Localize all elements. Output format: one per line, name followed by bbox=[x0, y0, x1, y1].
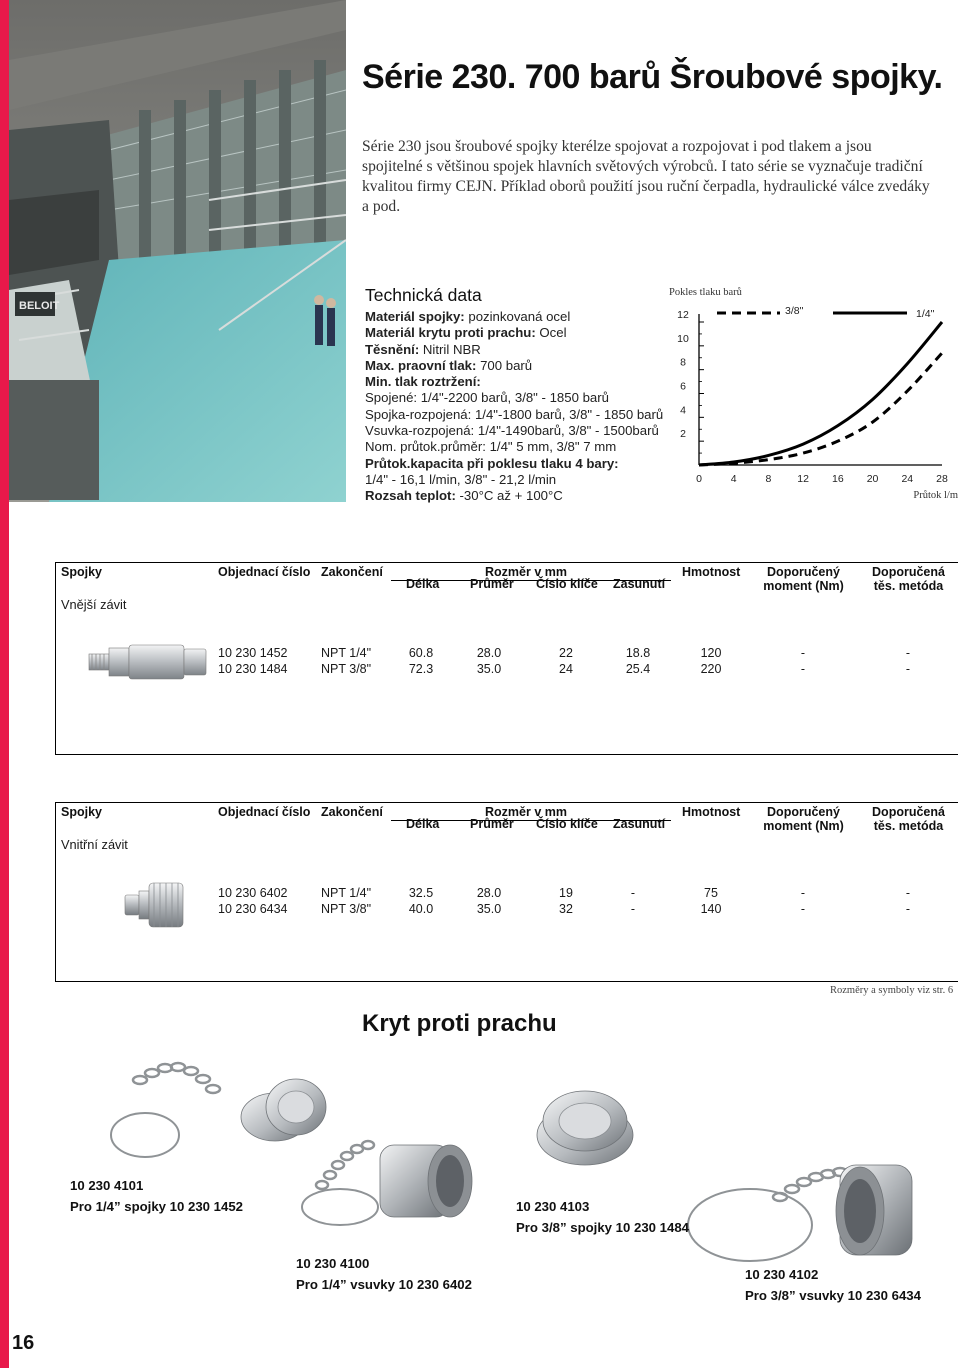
chart-x-tick-label: 8 bbox=[765, 473, 772, 485]
dust-cap-desc: Pro 1/4” spojky 10 230 1452 bbox=[70, 1199, 244, 1214]
pressure-drop-chart bbox=[665, 282, 960, 502]
table-row-insertion: 25.4 bbox=[625, 662, 651, 676]
chart-title: Pokles tlaku barů bbox=[669, 287, 742, 298]
dust-cap-caption-3 bbox=[516, 1196, 689, 1238]
table-row-moment: - bbox=[800, 646, 806, 660]
table-row-moment: - bbox=[800, 886, 806, 900]
table-row-thread: NPT 1/4" bbox=[321, 886, 372, 900]
table-row-moment: - bbox=[800, 662, 806, 676]
chart-x-tick-label: 0 bbox=[696, 473, 702, 485]
table-row-insertion: - bbox=[630, 886, 636, 900]
table-row-thread: NPT 3/8" bbox=[321, 662, 372, 676]
table-row-method: - bbox=[905, 902, 911, 916]
chart-y-tick-label: 10 bbox=[677, 332, 689, 345]
table-row-order: 10 230 6434 bbox=[218, 902, 288, 916]
table-row-length: 32.5 bbox=[408, 886, 434, 900]
col-dimension: Rozměr v mm bbox=[485, 565, 567, 579]
table-row-weight: 140 bbox=[700, 902, 722, 916]
table-row-moment: - bbox=[800, 902, 806, 916]
col-spojky: Spojky bbox=[61, 805, 102, 819]
spec-flow-value: 1/4" - 16,1 l/min, 3/8" - 21,2 l/min bbox=[365, 471, 557, 487]
chart-legend-label: 1/4" bbox=[916, 308, 935, 320]
spec-burst-label: Min. tlak roztržení: bbox=[365, 374, 481, 390]
table-row-thread: NPT 3/8" bbox=[321, 902, 372, 916]
technical-data-heading: Technická data bbox=[365, 285, 482, 305]
spec-burst-nipple: Vsuvka-rozpojená: 1/4"-1490barů, 3/8" - 1500barů bbox=[365, 423, 659, 439]
col-insertion: Zasunutí bbox=[613, 817, 666, 831]
spec-burst-connected: Spojené: 1/4"-2200 barů, 3/8" - 1850 barů bbox=[365, 390, 609, 406]
table-row-insertion: - bbox=[630, 902, 636, 916]
table-row-thread: NPT 1/4" bbox=[321, 646, 372, 660]
table-row-weight: 220 bbox=[700, 662, 722, 676]
col-weight: Hmotnost bbox=[682, 805, 741, 819]
factory-photo bbox=[9, 0, 346, 502]
spec-max-pressure: Max. praovní tlak: 700 barů bbox=[365, 357, 533, 373]
dust-cap-caption-4 bbox=[745, 1264, 921, 1306]
technical-data bbox=[365, 284, 675, 505]
dust-cap-caption-1 bbox=[70, 1175, 243, 1217]
table-row-diameter: 28.0 bbox=[476, 886, 502, 900]
chart-x-tick-label: 28 bbox=[936, 473, 948, 485]
chart-x-label: Průtok l/m bbox=[913, 490, 958, 501]
col-termination: Zakončení bbox=[321, 565, 383, 579]
col-length: Délka bbox=[406, 817, 440, 831]
dust-cap-image-2 bbox=[300, 1125, 500, 1240]
table-row-diameter: 35.0 bbox=[476, 662, 502, 676]
dust-cap-desc: Pro 3/8” vsuvky 10 230 6434 bbox=[745, 1288, 921, 1303]
table-row-key: 22 bbox=[559, 646, 573, 660]
chart-x-tick-label: 4 bbox=[730, 473, 737, 485]
chart-series-line-three-eighths bbox=[699, 353, 942, 465]
spec-seal: Těsnění: Nitril NBR bbox=[365, 341, 481, 357]
chart-y-tick-label: 8 bbox=[680, 356, 686, 369]
table-row-order: 10 230 6402 bbox=[218, 886, 288, 900]
col-order-number: Objednací číslo bbox=[218, 805, 311, 819]
col-length: Délka bbox=[406, 577, 440, 591]
dust-cap-code: 10 230 4101 bbox=[70, 1178, 144, 1193]
internal-thread-nipple-image bbox=[121, 875, 191, 935]
table-row-method: - bbox=[905, 646, 911, 660]
photo-sign: BELOIT bbox=[19, 300, 60, 312]
col-sealing-method: Doporučená těs. metóda bbox=[872, 565, 945, 593]
table-row-length: 72.3 bbox=[408, 662, 434, 676]
col-dimension: Rozměr v mm bbox=[485, 805, 567, 819]
col-spojky: Spojky bbox=[61, 565, 102, 579]
table-row-insertion: 18.8 bbox=[625, 646, 651, 660]
dust-cap-code: 10 230 4100 bbox=[296, 1256, 370, 1271]
col-diameter: Průměr bbox=[470, 817, 514, 831]
section-label: Vnější závit bbox=[61, 597, 127, 612]
chart-y-tick-label: 12 bbox=[677, 309, 689, 321]
col-key-size: Číslo klíče bbox=[536, 577, 598, 591]
col-torque: Doporučený moment (Nm) bbox=[763, 565, 844, 593]
col-termination: Zakončení bbox=[321, 805, 383, 819]
table-row-order: 10 230 1484 bbox=[218, 662, 288, 676]
chart-x-tick-label: 16 bbox=[832, 473, 844, 485]
col-weight: Hmotnost bbox=[682, 565, 741, 579]
table-row-key: 32 bbox=[559, 902, 573, 916]
chart-x-tick-label: 12 bbox=[797, 473, 809, 485]
dust-cap-code: 10 230 4103 bbox=[516, 1199, 590, 1214]
dust-cap-desc: Pro 3/8” spojky 10 230 1484 bbox=[516, 1220, 690, 1235]
spec-burst-coupler: Spojka-rozpojená: 1/4"-1800 barů, 3/8" - 1850 barů bbox=[365, 406, 664, 422]
col-torque: Doporučený moment (Nm) bbox=[763, 805, 844, 833]
chart-legend-label: 3/8" bbox=[785, 305, 804, 317]
accent-bar bbox=[0, 0, 9, 1368]
page-number: 16 bbox=[12, 1332, 35, 1354]
spec-cover-material: Materiál krytu proti prachu: Ocel bbox=[365, 325, 567, 341]
table-row-method: - bbox=[905, 662, 911, 676]
dust-cap-code: 10 230 4102 bbox=[745, 1267, 819, 1282]
external-thread-coupler-image bbox=[84, 635, 214, 691]
spec-table-internal bbox=[55, 802, 958, 982]
spec-material: Materiál spojky: pozinkovaná ocel bbox=[365, 309, 571, 324]
dimensions-note: Rozměry a symboly viz str. 6 bbox=[830, 985, 954, 996]
chart-x-tick-label: 24 bbox=[901, 473, 914, 485]
table-row-key: 24 bbox=[559, 662, 573, 676]
table-row-diameter: 35.0 bbox=[476, 902, 502, 916]
col-diameter: Průměr bbox=[470, 577, 514, 591]
table-row-weight: 120 bbox=[700, 646, 722, 660]
dust-cap-heading: Kryt proti prachu bbox=[362, 1010, 557, 1037]
spec-temperature: Rozsah teplot: -30°C až + 100°C bbox=[365, 488, 563, 504]
col-insertion: Zasunutí bbox=[613, 577, 666, 591]
table-row-weight: 75 bbox=[704, 886, 718, 900]
table-row-method: - bbox=[905, 886, 911, 900]
intro-paragraph: Série 230 jsou šroubové spojky kterélze spojovat a rozpojovat i pod tlakem a jsou spojitelné s většinou spojek hlavních světových výrobců. I tato série se vyznačuje tradiční kvalitou firmy CEJN. Příklad oborů použití jsou ruční čerpadla, hydraulické válce zvedáky a pod. bbox=[362, 138, 930, 215]
chart-y-tick-label: 6 bbox=[680, 380, 686, 393]
spec-nominal-flow: Nom. průtok.průměr: 1/4" 5 mm, 3/8" 7 mm bbox=[365, 439, 617, 455]
table-row-key: 19 bbox=[559, 886, 573, 900]
section-label: Vnitřní závit bbox=[61, 837, 128, 852]
col-order-number: Objednací číslo bbox=[218, 565, 311, 579]
chart-y-tick-label: 4 bbox=[680, 404, 686, 417]
chart-y-tick-label: 2 bbox=[680, 428, 686, 441]
table-row-length: 40.0 bbox=[408, 902, 434, 916]
table-row-length: 60.8 bbox=[408, 646, 434, 660]
col-key-size: Číslo klíče bbox=[536, 817, 598, 831]
page-title: Série 230. 700 barů Šroubové spojky. bbox=[362, 58, 943, 96]
dust-cap-desc: Pro 1/4” vsuvky 10 230 6402 bbox=[296, 1277, 472, 1292]
chart-x-tick-label: 20 bbox=[866, 473, 879, 485]
dust-cap-caption-2 bbox=[296, 1253, 472, 1295]
table-row-diameter: 28.0 bbox=[476, 646, 502, 660]
spec-table-external bbox=[55, 562, 958, 755]
spec-flow-label: Průtok.kapacita při poklesu tlaku 4 bary: bbox=[365, 455, 619, 471]
col-sealing-method: Doporučená těs. metóda bbox=[872, 805, 945, 833]
table-row-order: 10 230 1452 bbox=[218, 646, 288, 660]
